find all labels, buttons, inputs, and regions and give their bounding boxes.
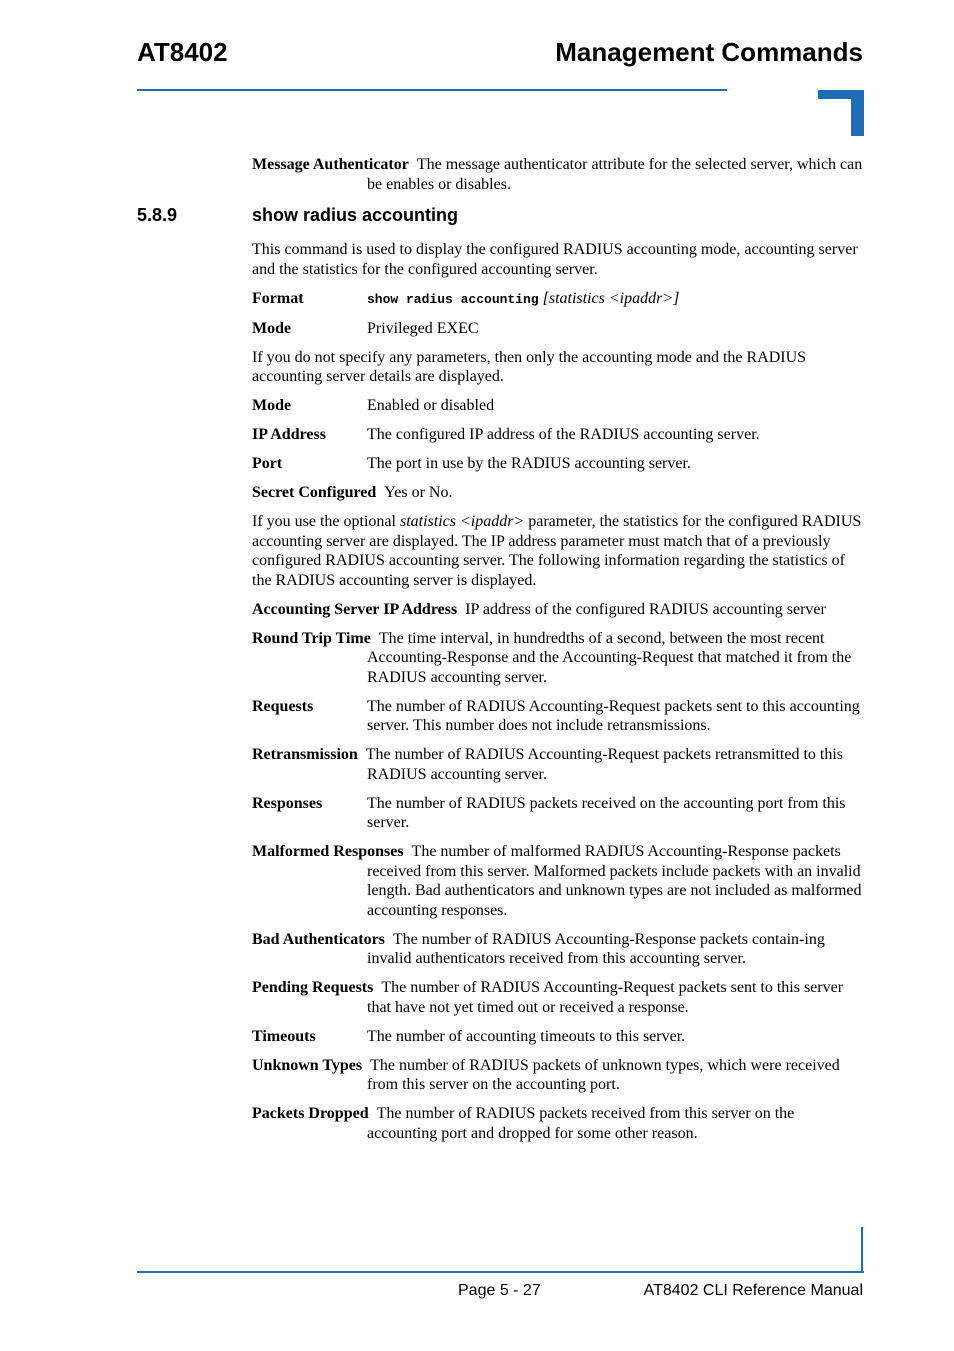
section-number: 5.8.9 bbox=[137, 205, 178, 225]
def-item bbox=[252, 745, 864, 784]
def-desc: The number of RADIUS Accounting-Request packets retransmitted to this RADIUS accounting server. bbox=[365, 746, 844, 783]
para-text-post: parameter, the statistics for the configured RADIUS accounting server are displayed. The IP address parameter must match that of a previously configured RADIUS accounting server. The following information regarding the statistics of the RADIUS accounting server is displayed. bbox=[252, 513, 862, 589]
def-item bbox=[252, 425, 864, 445]
corner-mark-top-vertical bbox=[851, 90, 864, 136]
def-item bbox=[252, 629, 864, 688]
def-desc: The number of accounting timeouts to this server. bbox=[367, 1027, 686, 1045]
def-term: Message Authenticator bbox=[252, 156, 409, 173]
def-item bbox=[252, 600, 864, 620]
def-term: Responses bbox=[252, 794, 323, 812]
def-term: Secret Configured bbox=[252, 484, 377, 501]
def-desc: The number of RADIUS packets received on the accounting port from this server. bbox=[367, 794, 846, 831]
def-item bbox=[252, 697, 864, 736]
header-product: AT8402 bbox=[137, 37, 228, 67]
def-desc: The number of RADIUS Accounting-Request packets sent to this accounting server. This number does not include retransmissions. bbox=[367, 697, 860, 734]
def-desc: The number of RADIUS packets received from this server on the accounting port and dropped for some other reason. bbox=[367, 1105, 795, 1142]
footer-rule bbox=[137, 1271, 864, 1273]
para-text-pre: If you use the optional bbox=[252, 513, 400, 530]
def-term: Retransmission bbox=[252, 746, 358, 763]
def-desc: Yes or No. bbox=[384, 484, 453, 501]
command-args: [statistics <ipaddr>] bbox=[542, 289, 680, 307]
def-term: Port bbox=[252, 455, 283, 472]
statistics-paragraph bbox=[252, 512, 864, 590]
def-term: Pending Requests bbox=[252, 979, 374, 996]
def-desc: Privileged EXEC bbox=[367, 319, 479, 337]
corner-mark-bottom bbox=[861, 1227, 863, 1272]
def-desc: The port in use by the RADIUS accounting server. bbox=[367, 455, 691, 472]
no-params-paragraph: If you do not specify any parameters, then only the accounting mode and the RADIUS accounting server details are displayed. bbox=[252, 348, 807, 385]
def-desc: The number of RADIUS packets of unknown types, which were received from this server on the accounting port. bbox=[367, 1056, 840, 1093]
section-heading bbox=[137, 204, 864, 226]
def-secret-configured bbox=[252, 483, 864, 503]
command-syntax: show radius accounting bbox=[367, 291, 539, 307]
def-item bbox=[252, 454, 864, 474]
def-mode bbox=[252, 319, 864, 339]
def-desc: The number of RADIUS Accounting-Request packets sent to this server that have not yet timed out or received a response. bbox=[367, 979, 844, 1016]
statistics-output-defs bbox=[252, 600, 864, 1144]
def-term: Round Trip Time bbox=[252, 629, 371, 647]
intro-paragraph: This command is used to display the configured RADIUS accounting mode, accounting server and the statistics for the configured accounting server. bbox=[252, 241, 858, 278]
def-item bbox=[252, 1104, 864, 1143]
def-desc: Enabled or disabled bbox=[367, 397, 495, 414]
def-item bbox=[252, 1027, 864, 1047]
def-desc: The message authenticator attribute for the selected server, which can be enables or disables. bbox=[367, 156, 863, 193]
def-term: Malformed Responses bbox=[252, 843, 404, 860]
def-item bbox=[252, 794, 864, 833]
def-term: Accounting Server IP Address bbox=[252, 600, 458, 618]
def-item bbox=[252, 930, 864, 969]
page-body bbox=[137, 155, 864, 1153]
def-term: Mode bbox=[252, 397, 292, 414]
def-term: Format bbox=[252, 289, 304, 307]
def-item bbox=[252, 842, 864, 920]
def-desc: The number of malformed RADIUS Accounting-Response packets received from this server. Malformed packets include packets with an invalid length. Bad authenticators and unknown types are not included as malformed accounting responses. bbox=[367, 843, 862, 919]
def-term: Mode bbox=[252, 319, 292, 337]
basic-output-defs bbox=[252, 396, 864, 474]
def-item bbox=[252, 1056, 864, 1095]
section-title: show radius accounting bbox=[252, 205, 459, 225]
def-format bbox=[252, 289, 864, 310]
def-term: Requests bbox=[252, 697, 314, 715]
def-term: IP Address bbox=[252, 426, 326, 443]
def-term: Timeouts bbox=[252, 1027, 316, 1045]
def-term: Bad Authenticators bbox=[252, 930, 385, 948]
def-desc: The time interval, in hundredths of a second, between the most recent Accounting-Response and the Accounting-Request that matched it from the RADIUS accounting server. bbox=[367, 629, 852, 686]
header-chapter-title: Management Commands bbox=[555, 37, 863, 67]
footer-manual-title: AT8402 CLI Reference Manual bbox=[643, 1282, 863, 1299]
def-term: Packets Dropped bbox=[252, 1105, 369, 1122]
def-message-authenticator bbox=[252, 155, 864, 194]
footer-page-number: Page 5 - 27 bbox=[458, 1282, 541, 1299]
def-desc: The number of RADIUS Accounting-Response packets contain-ing invalid authenticators received from this accounting server. bbox=[367, 930, 825, 967]
def-item bbox=[252, 396, 864, 416]
def-desc: The configured IP address of the RADIUS accounting server. bbox=[367, 426, 760, 443]
def-term: Unknown Types bbox=[252, 1056, 363, 1074]
para-text-param: statistics <ipaddr> bbox=[399, 513, 525, 530]
def-item bbox=[252, 978, 864, 1017]
def-desc: IP address of the configured RADIUS accounting server bbox=[465, 600, 826, 618]
header-rule bbox=[137, 89, 727, 91]
